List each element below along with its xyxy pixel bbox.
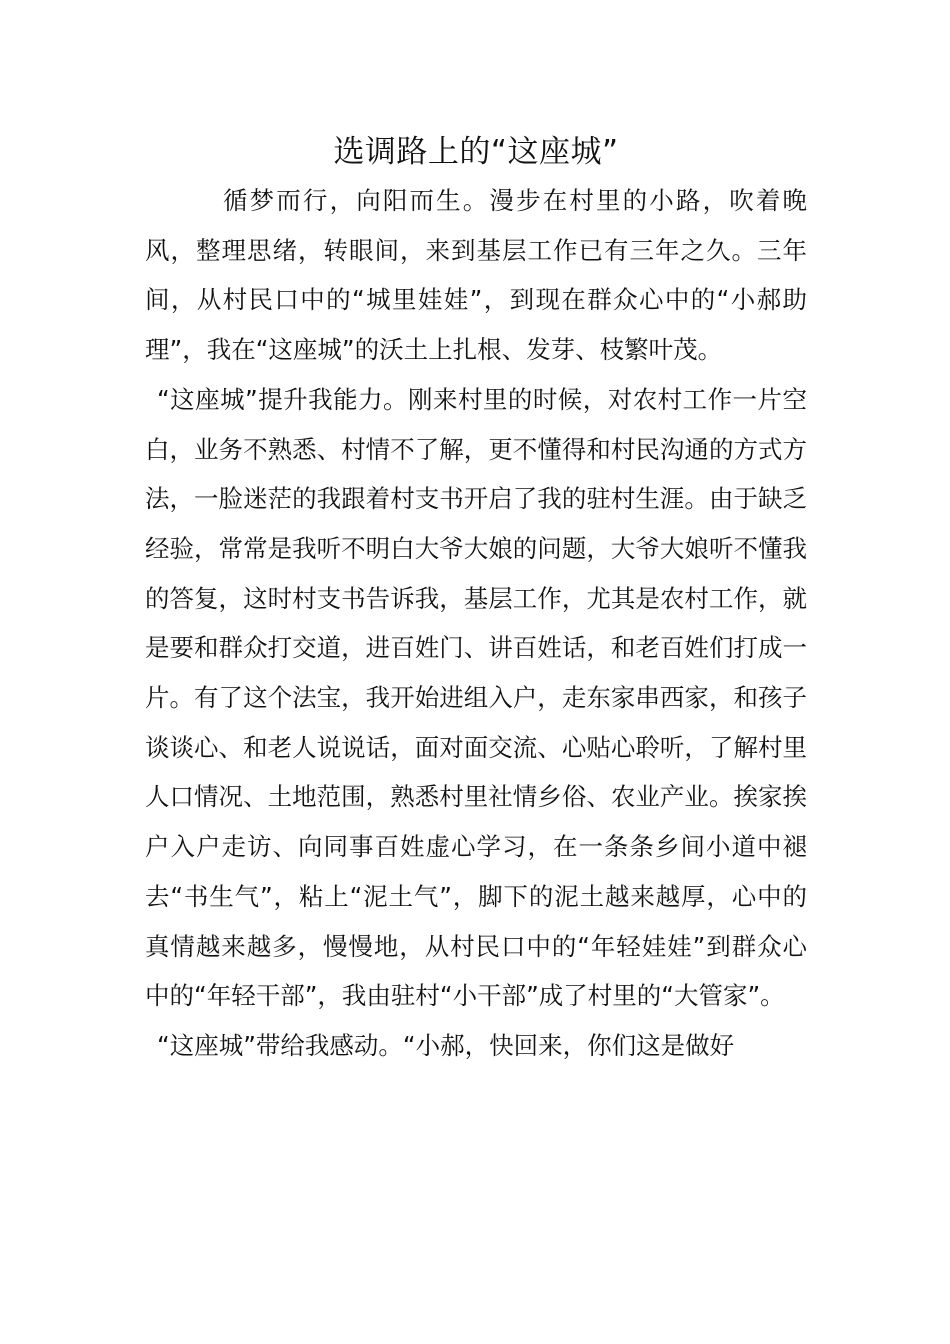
document-page bbox=[145, 128, 807, 1071]
document-title: 选调路上的“这座城” bbox=[333, 134, 619, 170]
paragraph-ability: “这座城”提升我能力。刚来村里的时候，对农村工作一片空白，业务不熟悉、村情不了解，更不懂得和村民沟通的方式方法，一脸迷茫的我跟着村支书开启了我的驻村生涯。由于缺乏经验，常常是我听不明白大爷大娘的问题，大爷大娘听不懂我的答复，这时村支书告诉我，基层工作，尤其是农村工作，就是要和群众打交道，进百姓门、讲百姓话，和老百姓们打成一片。有了这个法宝，我开始进组入户，走东家串西家，和孩子谈谈心、和老人说说话，面对面交流、心贴心聆听，了解村里人口情况、土地范围，熟悉村里社情乡俗、农业产业。挨家挨户入户走访、向同事百姓虚心学习，在一条条乡间小道中褪去“书生气”，粘上“泥土气”，脚下的泥土越来越厚，心中的真情越来越多，慢慢地，从村民口中的“年轻娃娃”到群众心中的“年轻干部”，我由驻村“小干部”成了村里的“大管家”。 bbox=[145, 384, 807, 1011]
paragraph-moved: “这座城”带给我感动。“小郝，快回来，你们这是做好 bbox=[157, 1030, 735, 1060]
paragraph-intro: 循梦而行，向阳而生。漫步在村里的小路，吹着晚风，整理思绪，转眼间，来到基层工作已有三年之久。三年间，从村民口中的“城里娃娃”，到现在群众心中的“小郝助理”，我在“这座城”的沃土上扎根、发芽、枝繁叶茂。 bbox=[145, 186, 807, 365]
